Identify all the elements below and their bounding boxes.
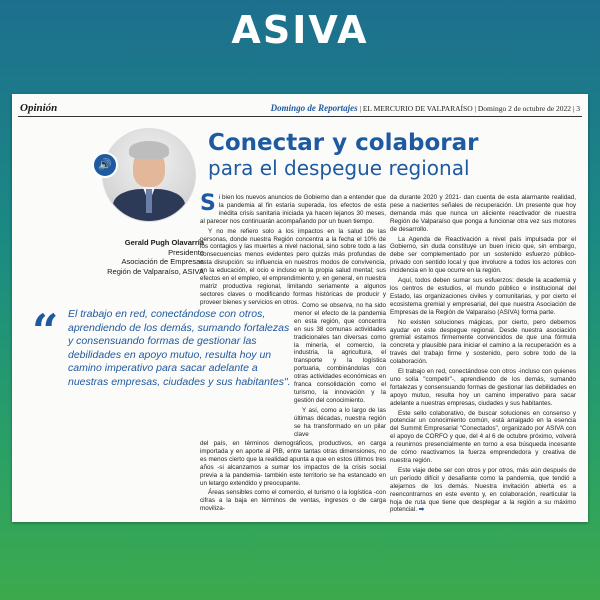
author-photo — [102, 128, 196, 222]
paragraph: Si bien los nuevos anuncios de Gobierno dan a entender que la pandemia al fin estaría superada, los efectos de esta inédita crisis sanitaria iniciada ya hacen lejanos 30 meses, al parecer nos continuarán acompañando por un buen tiempo. — [200, 191, 386, 225]
article-column-1b — [294, 302, 386, 440]
paragraph: da durante 2020 y 2021- dan cuenta de esta alarmante realidad, pese a nacientes señales de recuperación. Un presente que hoy demanda más que nunca un aliciente reactivador de nuestra Región de Valparaíso que ponga a funcionar otra vez sus motores de desarrollo. — [390, 194, 576, 233]
quote-mark-icon: “ — [32, 304, 59, 358]
paragraph: Este sello colaborativo, de buscar soluciones en consenso y potenciar un conocimiento común, está arraigado en la esencia del Summit Empresarial "Conectados", organizado por ASIVA con el apoyo de CORFO y que, del 4 al 6 de octubre próximo, volverá a reunirnos presencialmente en torno a esa búsqueda incesante de cómo reactivamos la fuerza emprendedora y creativa de nuestra región. — [390, 409, 576, 464]
article-column-1c — [200, 440, 386, 515]
paragraph: del país, en términos demográficos, productivos, en carga importada y en aporte al PIB, entre tantas otras dimensiones, no es menos cierto que la realidad apunta a que en estos últimos tres años -si alcanzamos a sumar los impactos de la crisis social previa a la pandemia- también este territorio se ha estancado en un letargo extendido y preocupante. — [200, 440, 386, 487]
publication-line: | EL MERCURIO DE VALPARAÍSO | Domingo 2 de octubre de 2022 | 3 — [359, 104, 580, 113]
paragraph: Y no me refiero solo a los impactos en la salud de las personas, donde nuestra Región concentra a la fecha el 10% de los contagios y las muertes a nivel nacional, sino sobre todo a las consecuencias menos evidentes pero quizás más profundas de esta disrupción: su influencia en nuestros modos de convivencia, en la educación, el ocio e incluso en la propia salud mental; sus efectos en el empleo, el emprendimiento y, en general, en nuestra matriz productiva regional, limitando seriamente a algunos sectores claves o modificando formas históricas de producir y proveer bienes y servicios en otros. — [200, 227, 386, 306]
article-headline — [208, 130, 478, 180]
paragraph: La Agenda de Reactivación a nivel país impulsada por el Gobierno, sin duda constituye un buen inicio que, sin embargo, debe ser complementado por un sostenido esfuerzo público-privado con sentido local y que involucre a todos los actores con incidencia en lo que ocurre en la región. — [390, 235, 576, 275]
newspaper-clipping — [12, 94, 588, 522]
publication-info — [271, 100, 580, 117]
section-label: Opinión — [20, 102, 58, 114]
author-org-1: Asociación de Empresas — [121, 257, 204, 266]
paragraph: Este viaje debe ser con otros y por otros, más aún después de un período difícil y desafiante como la pandemia, que tendió a alejarnos de los demás. Nuestra invitación abierta es a reencontrarnos en este evento y, en colaboración, rearticular la hoja de ruta que tiene que desplegar a la región a su máximo potencial. ➡ — [390, 466, 576, 514]
title-line-1: Conectar y colaborar — [208, 130, 479, 156]
page-header — [18, 100, 582, 117]
author-role: Presidente — [168, 247, 204, 257]
speaker-icon: 🔊 — [92, 152, 118, 178]
pull-quote: El trabajo en red, conectándose con otros, aprendiendo de los demás, sumando fortalezas y consensuando formas de gestionar las debilidades en apoyo mutuo, resulta hoy un camino imperativo para sacar adelante a nuestras empresas, ciudades y sus habitantes". — [68, 308, 291, 388]
supplement-name: Domingo de Reportajes — [270, 103, 358, 113]
paragraph: Aquí, todos deben sumar sus esfuerzos: desde la academia y los centros de estudios, el mundo público e institucional del Estado, las organizaciones civiles y comunitarias, y por cierto el ecosistema gremial y empresarial, del que nuestra Asociación de Empresas de la Región de Valparaíso (ASIVA) forma parte. — [390, 277, 576, 316]
paragraph: Como se observa, no ha sido menor el efecto de la pandemia en esta región, que concentra en sus 38 comunas actividades tradicionales tan diversas como la minería, el comercio, la industria, la agricultura, el transporte y la logística portuaria, combinándolas con otras actividades económicas en franca consolidación como el turismo, la innovación y la gestión del conocimiento. — [294, 302, 386, 404]
paragraph: Áreas sensibles como el comercio, el turismo o la logística -con cifras a la baja en términos de ventas, ingresos o de carga moviliza- — [200, 489, 386, 513]
article-column-2 — [390, 194, 576, 516]
paragraph: El trabajo en red, conectándose con otros -incluso con quienes uno solía "competir"-, aprendiendo de los demás, sumando fortalezas y consensuando formas de gestionar las debilidades en apoyo mutuo, resulta hoy un camino imperativo para sacar adelante a nuestras empresas, ciudades y sus habitantes. — [390, 368, 576, 407]
end-arrow-icon: ➡ — [418, 506, 424, 514]
drop-cap: S — [200, 191, 216, 216]
title-line-2: para el despegue regional — [208, 156, 470, 180]
asiva-logo: ASIVA — [231, 8, 369, 52]
article-column-1 — [200, 191, 386, 309]
paragraph: No existen soluciones mágicas, por cierto, pero debemos ayudar en este despegue regional. Desde nuestra asociación gremial estamos firmemente convencidos de que una fórmula concreta y plausible para iniciar el camino a la recuperación es a través del trabajo firme y sostenido, pero sobre todo de la colaboración. — [390, 318, 576, 366]
paragraph: Y así, como a lo largo de las últimas décadas, nuestra región se ha transformado en un pilar clave — [294, 406, 386, 438]
author-org-2: Región de Valparaíso, ASIVA — [107, 266, 204, 276]
author-name: Gerald Pugh Olavarría — [124, 238, 204, 247]
author-byline — [36, 238, 204, 276]
